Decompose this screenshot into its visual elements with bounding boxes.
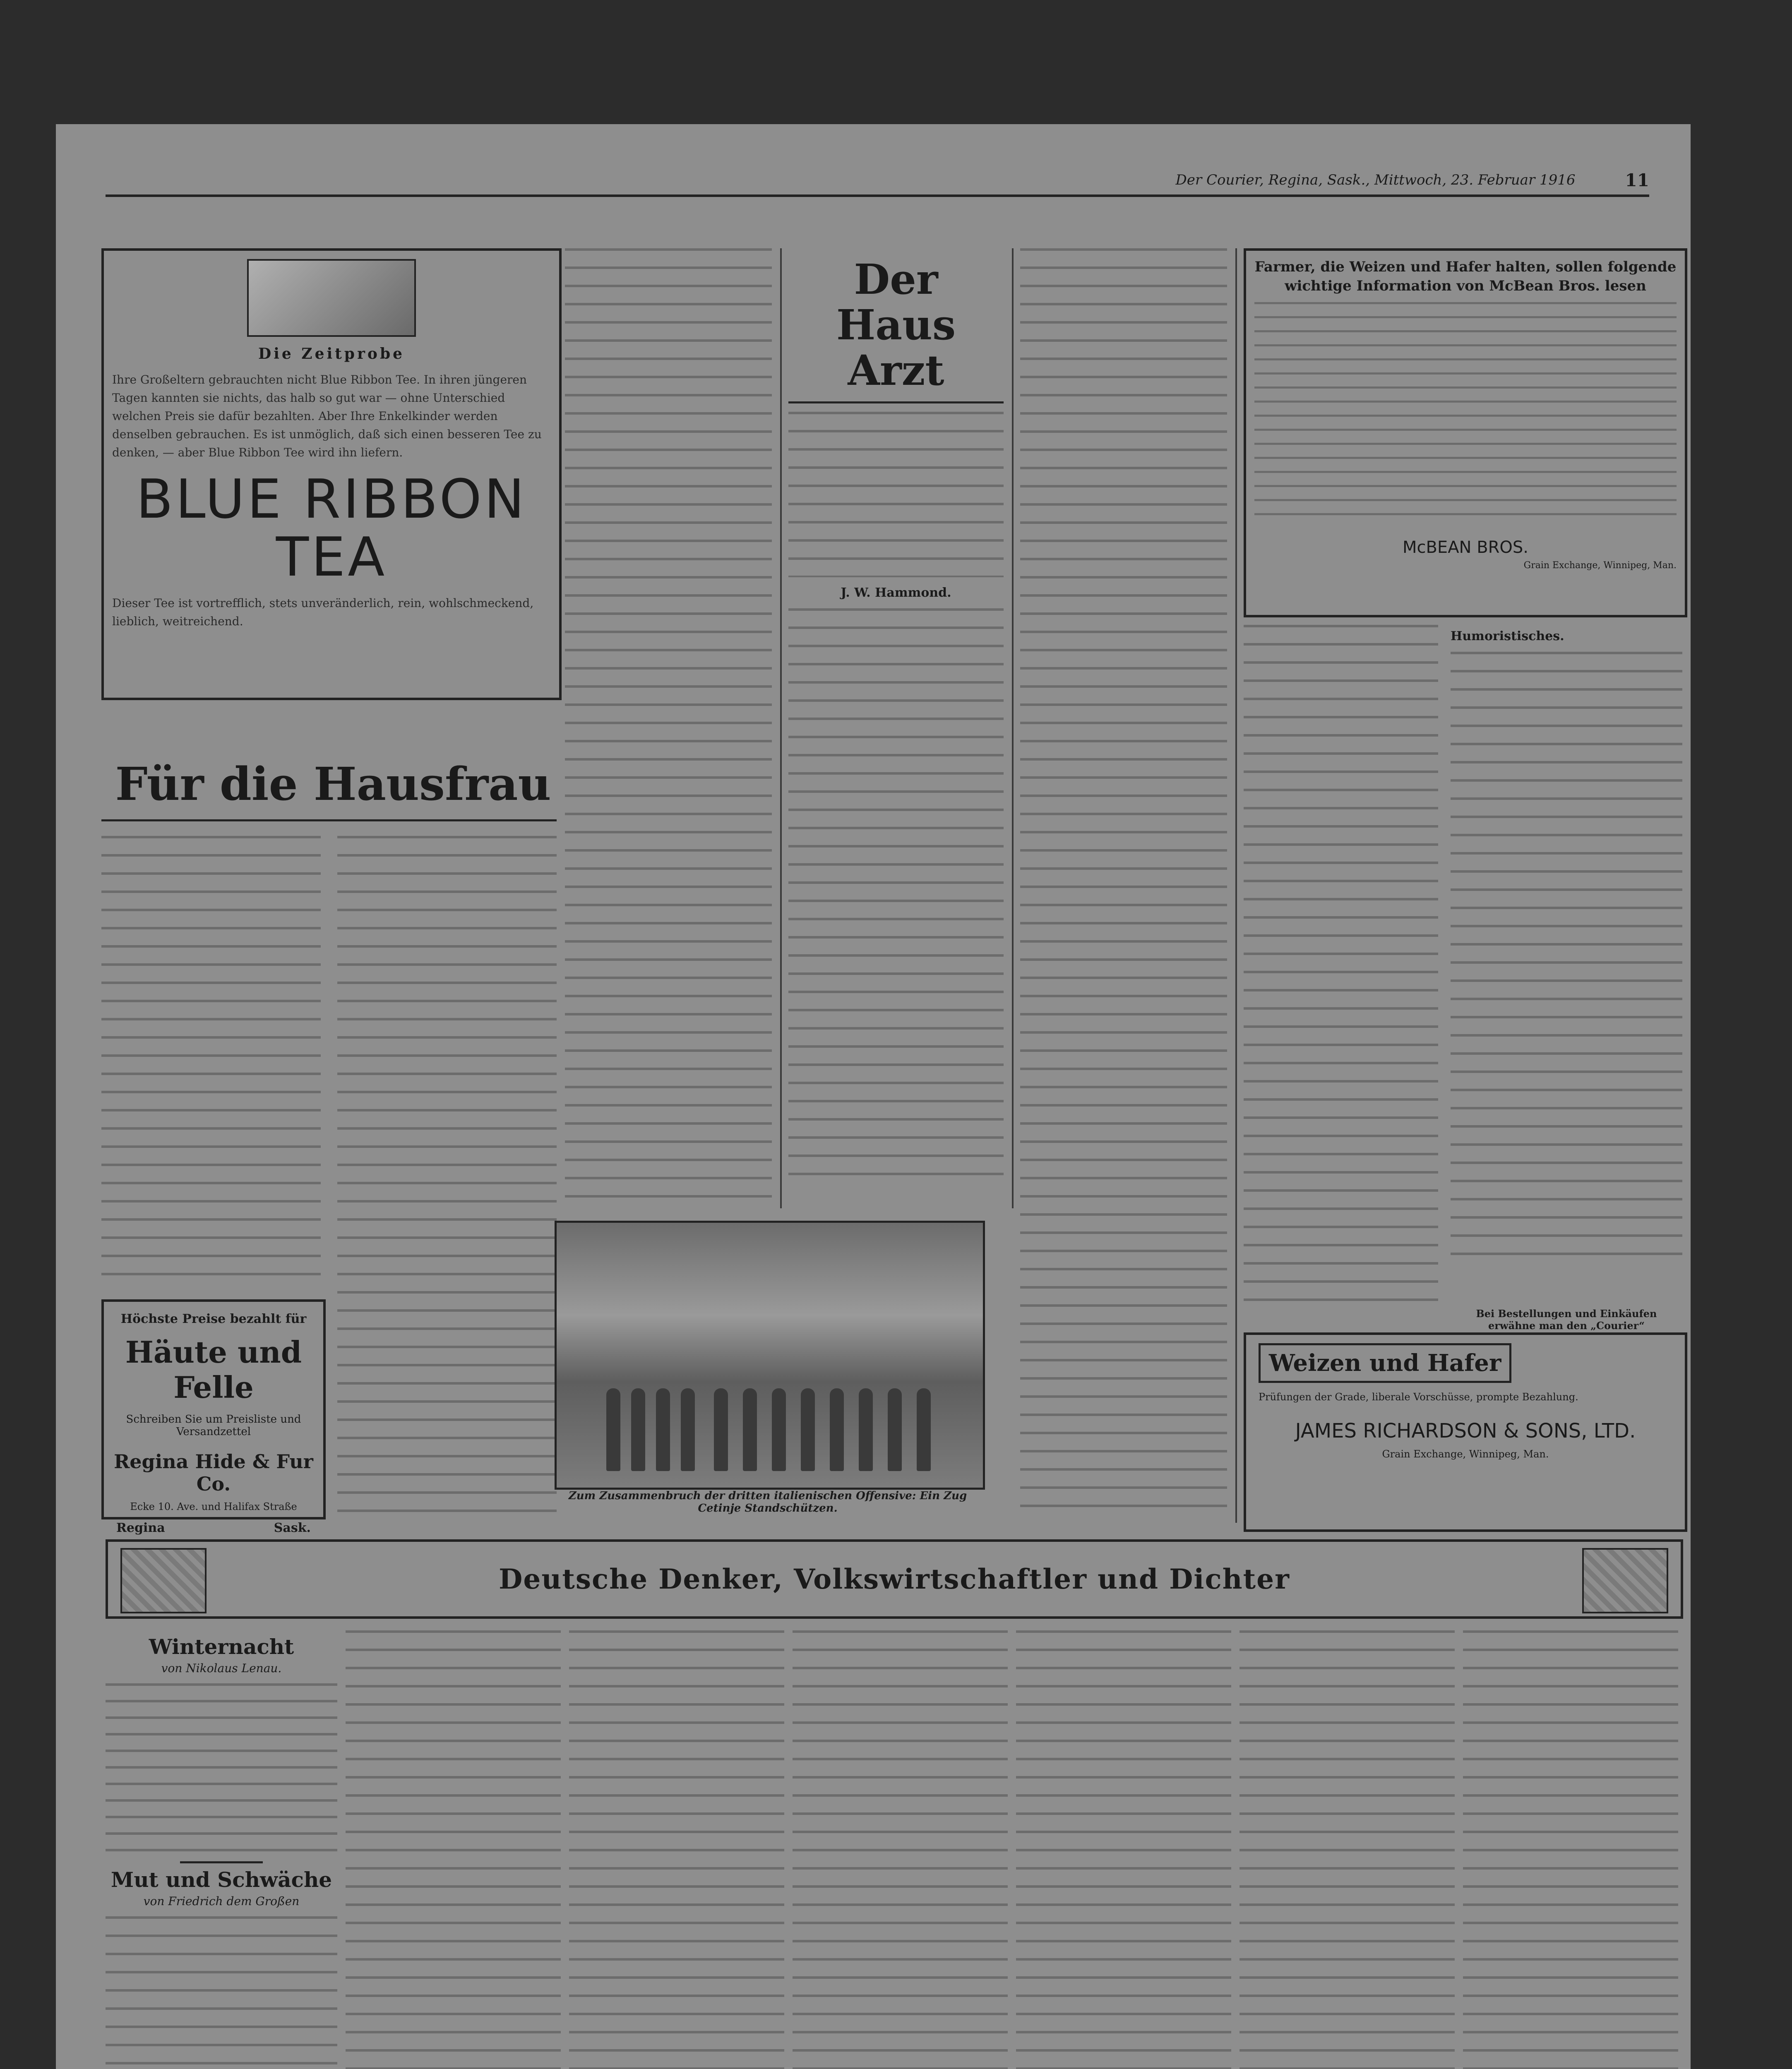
story-column-3 <box>569 1630 784 2069</box>
arzt-underline <box>788 401 1004 403</box>
tea-package-image <box>247 259 416 337</box>
tea-brand-line1: BLUE RIBBON <box>136 468 527 530</box>
hausfrau-heading: Für die Hausfrau <box>115 757 551 811</box>
humor-left-text <box>1244 625 1438 1303</box>
column-four-text <box>1020 248 1227 1515</box>
newspaper-page <box>56 124 1691 2069</box>
tea-brand-line2: TEA <box>276 526 387 588</box>
mcbean-notice <box>1244 248 1687 617</box>
humor-text <box>1451 652 1682 1256</box>
poem2-author: von Friedrich dem Großen <box>143 1894 300 1908</box>
story-column-4 <box>793 1630 1008 2069</box>
arzt-signature: J. W. Hammond. <box>841 586 951 600</box>
ornament-left-icon <box>120 1548 207 1613</box>
ads-note: Bei Bestellungen und Einkäufen erwähne man den „Courier“ <box>1476 1308 1657 1332</box>
arzt-heading-line1: Der Haus <box>836 255 956 349</box>
hausfrau-column-right <box>337 836 557 1519</box>
banner-title: Deutsche Denker, Volkswirtschaftler und Dichter <box>499 1563 1290 1595</box>
blue-ribbon-tea-ad <box>101 248 562 700</box>
deutsche-denker-banner <box>106 1539 1683 1619</box>
humor-heading: Humoristisches. <box>1451 629 1564 643</box>
mcbean-footer: Grain Exchange, Winnipeg, Man. <box>1523 560 1677 571</box>
hide-ad-line1: Höchste Preise bezahlt für <box>120 1312 307 1326</box>
poem1-text <box>106 1683 337 1857</box>
poem2-title: Mut und Schwäche <box>110 1867 332 1892</box>
arzt-text-block <box>788 412 1004 577</box>
poem1-title: Winternacht <box>149 1635 294 1659</box>
poem1-author: von Nikolaus Lenau. <box>161 1661 282 1675</box>
hausfrau-underline <box>101 819 557 821</box>
hide-ad-line3: Schreiben Sie um Preisliste und Versandzettel <box>126 1413 301 1438</box>
mcbean-heading: Farmer, die Weizen und Hafer halten, sollen folgende wichtige Information von McBean Bros. lesen <box>1254 259 1677 294</box>
ornament-right-icon <box>1582 1548 1668 1613</box>
arzt-heading-line2: Arzt <box>848 346 944 395</box>
tea-ad-outro: Dieser Tee ist vortrefflich, stets unveränderlich, rein, wohlschmeckend, lieblich, weitreichend. <box>112 596 534 628</box>
richardson-ad <box>1244 1332 1687 1532</box>
column-rule-3 <box>1235 248 1237 1523</box>
hide-ad-address: Ecke 10. Ave. und Halifax Straße <box>130 1501 297 1512</box>
hide-and-fur-ad <box>101 1299 326 1535</box>
page-header <box>106 166 1649 197</box>
mcbean-signature: McBEAN BROS. <box>1402 538 1529 557</box>
hide-ad-province: Sask. <box>274 1521 311 1535</box>
hide-ad-company: Regina Hide & Fur Co. <box>114 1450 313 1495</box>
haus-arzt-section <box>788 248 1004 1200</box>
story-column-6 <box>1240 1630 1455 2069</box>
page-number: 11 <box>1625 170 1649 190</box>
story-column-7 <box>1463 1630 1678 2069</box>
tea-ad-title: Die Zeitprobe <box>258 345 405 362</box>
hide-ad-line2: Häute und Felle <box>125 1335 302 1405</box>
richardson-wordmark: Weizen und Hafer <box>1259 1343 1511 1383</box>
tea-ad-intro: Ihre Großeltern gebrauchten nicht Blue Ribbon Tee. In ihren jüngeren Tagen kannten sie nichts, das halb so gut war — ohne Unterschied welchen Preis sie dafür bezahlten. Aber Ihre Enkelkinder werden denselben gebrauchen. Es ist unmöglich, daß sich einen besseren Tee zu denken, — aber Blue Ribbon Tee wird ihn liefern. <box>112 373 542 459</box>
poems-column <box>106 1630 337 2069</box>
mcbean-body <box>1254 302 1677 526</box>
poem2-text <box>106 1916 337 2069</box>
arzt-text-lower <box>788 608 1004 1188</box>
photo-caption: Zum Zusammenbruch der dritten italienischen Offensive: Ein Zug Cetinje Standschützen. <box>568 1490 967 1515</box>
story-column-2 <box>346 1630 561 2069</box>
hausfrau-column-left <box>101 836 321 1283</box>
richardson-address: Grain Exchange, Winnipeg, Man. <box>1382 1448 1549 1460</box>
hide-ad-city: Regina <box>116 1521 165 1535</box>
story-column-5 <box>1016 1630 1231 2069</box>
richardson-company: JAMES RICHARDSON & SONS, LTD. <box>1295 1419 1636 1443</box>
column-rule-2 <box>1012 248 1014 1208</box>
masthead-line: Der Courier, Regina, Sask., Mittwoch, 23. Februar 1916 <box>1175 172 1576 188</box>
soldiers-photo <box>555 1221 985 1490</box>
richardson-services: Prüfungen der Grade, liberale Vorschüsse, prompte Bezahlung. <box>1259 1391 1578 1403</box>
column-rule-1 <box>780 248 782 1208</box>
middle-column-text <box>565 248 772 1200</box>
